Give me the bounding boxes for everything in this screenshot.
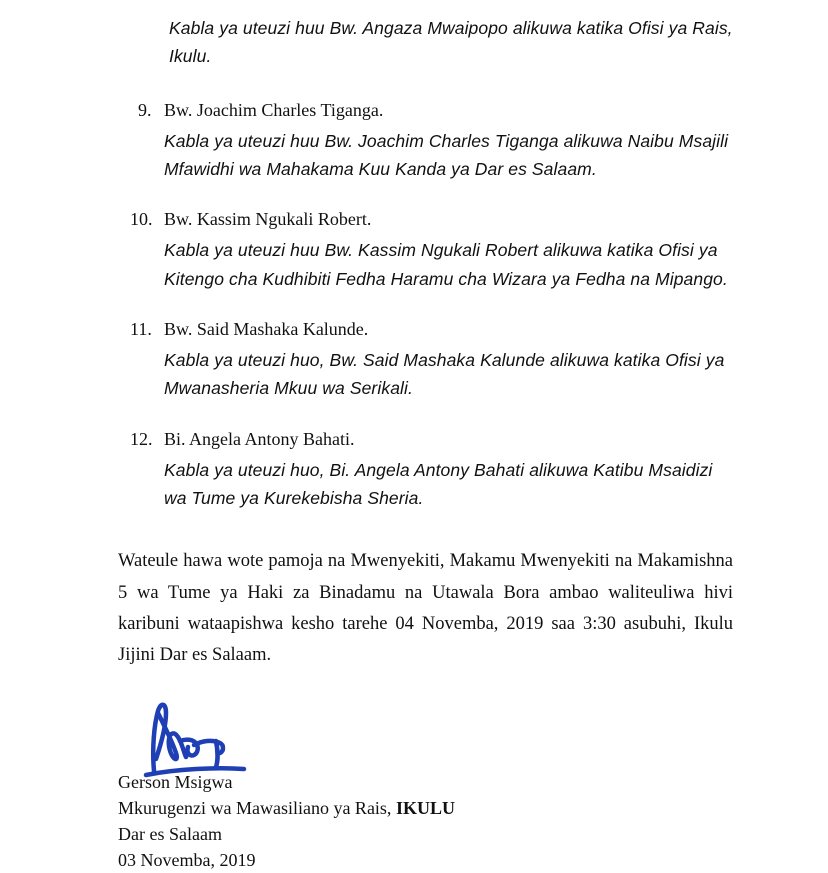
list-item-body [164, 426, 733, 513]
signatory-date: 03 Novemba, 2019 [118, 850, 256, 871]
list-item-number: 12. [130, 428, 153, 449]
list-item-title: Bi. Angela Antony Bahati. [164, 428, 355, 449]
list-item [118, 206, 733, 293]
list-item-description: Kabla ya uteuzi huo, Bi. Angela Antony Bahati alikuwa Katibu Msaidizi wa Tume ya Kurekebisha Sheria. [164, 459, 713, 509]
signatory-title-prefix: Mkurugenzi wa Mawasiliano ya Rais, [118, 797, 396, 818]
list-item-description: Kabla ya uteuzi huu Bw. Joachim Charles Tiganga alikuwa Naibu Msajili Mfawidhi wa Mahakama Kuu Kanda ya Dar es Salaam. [164, 130, 729, 180]
list-item-number: 11. [130, 319, 152, 340]
closing-paragraph: Wateule hawa wote pamoja na Mwenyekiti, Makamu Mwenyekiti na Makamishna 5 wa Tume ya Haki za Binadamu na Utawala Bora ambao waliteuliwa hivi karibuni wataapishwa kesho tarehe 04 Novemba, 2019 saa 3:30 asubuhi, Ikulu Jijini Dar es Salaam. [118, 551, 733, 665]
signature-block [118, 769, 733, 873]
list-item-title: Bw. Kassim Ngukali Robert. [164, 209, 372, 230]
list-item-number: 10. [130, 209, 153, 230]
continuation-paragraph: Kabla ya uteuzi huu Bw. Angaza Mwaipopo alikuwa katika Ofisi ya Rais, Ikulu. [169, 18, 733, 67]
signatory-title [118, 795, 733, 821]
appointee-list [118, 97, 733, 513]
signature-area [118, 705, 733, 775]
list-item-title: Bw. Joachim Charles Tiganga. [164, 99, 384, 120]
list-item-number: 9. [138, 99, 152, 120]
list-item [118, 97, 733, 184]
list-item-description: Kabla ya uteuzi huo, Bw. Said Mashaka Kalunde alikuwa katika Ofisi ya Mwanasheria Mkuu wa Serikali. [164, 350, 725, 399]
list-item-body [164, 206, 733, 293]
signatory-title-suffix: IKULU [395, 797, 455, 818]
list-item [118, 316, 733, 403]
signatory-location: Dar es Salaam [118, 823, 222, 844]
list-item-title: Bw. Said Mashaka Kalunde. [164, 319, 369, 340]
list-item-description: Kabla ya uteuzi huu Bw. Kassim Ngukali Robert alikuwa katika Ofisi ya Kitengo cha Kudhibiti Fedha Haramu cha Wizara ya Fedha na Mipango. [164, 240, 728, 289]
list-item-body [164, 316, 733, 403]
signatory-name: Gerson Msigwa [118, 771, 233, 792]
list-item [118, 426, 733, 513]
list-item-body [164, 97, 733, 184]
